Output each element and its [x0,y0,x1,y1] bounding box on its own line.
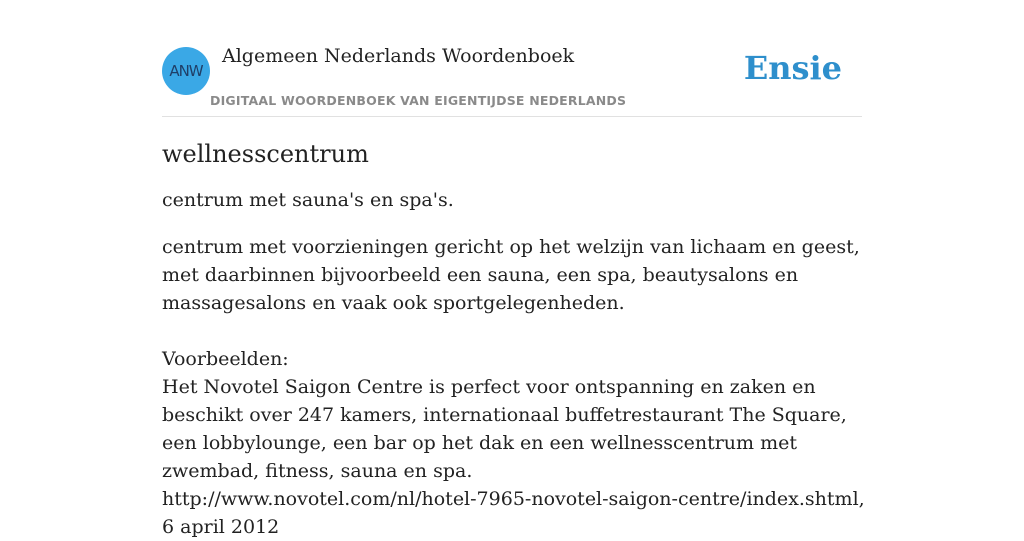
entry-content [162,138,867,541]
site-title[interactable]: Algemeen Nederlands Woordenboek [222,45,575,67]
spacer [162,317,867,345]
anw-logo[interactable]: ANW [162,47,210,95]
site-subtitle: DIGITAAL WOORDENBOEK VAN EIGENTIJDSE NEDERLANDS [210,93,627,108]
site-header [162,0,862,117]
headword: wellnesscentrum [162,140,369,168]
long-definition: centrum met voorzieningen gericht op het welzijn van lichaam en geest, met daarbinnen bijvoorbeeld een sauna, een spa, beautysalons en massagesalons en vaak ook sportgelegenheden. [162,236,860,314]
example-source: http://www.novotel.com/nl/hotel-7965-novotel-saigon-centre/index.shtml, 6 april 2012 [162,488,865,538]
ensie-logo[interactable]: Ensie [743,49,842,87]
example-text: Het Novotel Saigon Centre is perfect voor ontspanning en zaken en beschikt over 247 kamers, internationaal buffetrestaurant The Square, een lobbylounge, een bar op het dak en een wellnesscentrum met zwembad, fitness, sauna en spa. [162,376,847,482]
short-definition: centrum met sauna's en spa's. [162,189,454,211]
examples-label: Voorbeelden: [162,348,289,370]
